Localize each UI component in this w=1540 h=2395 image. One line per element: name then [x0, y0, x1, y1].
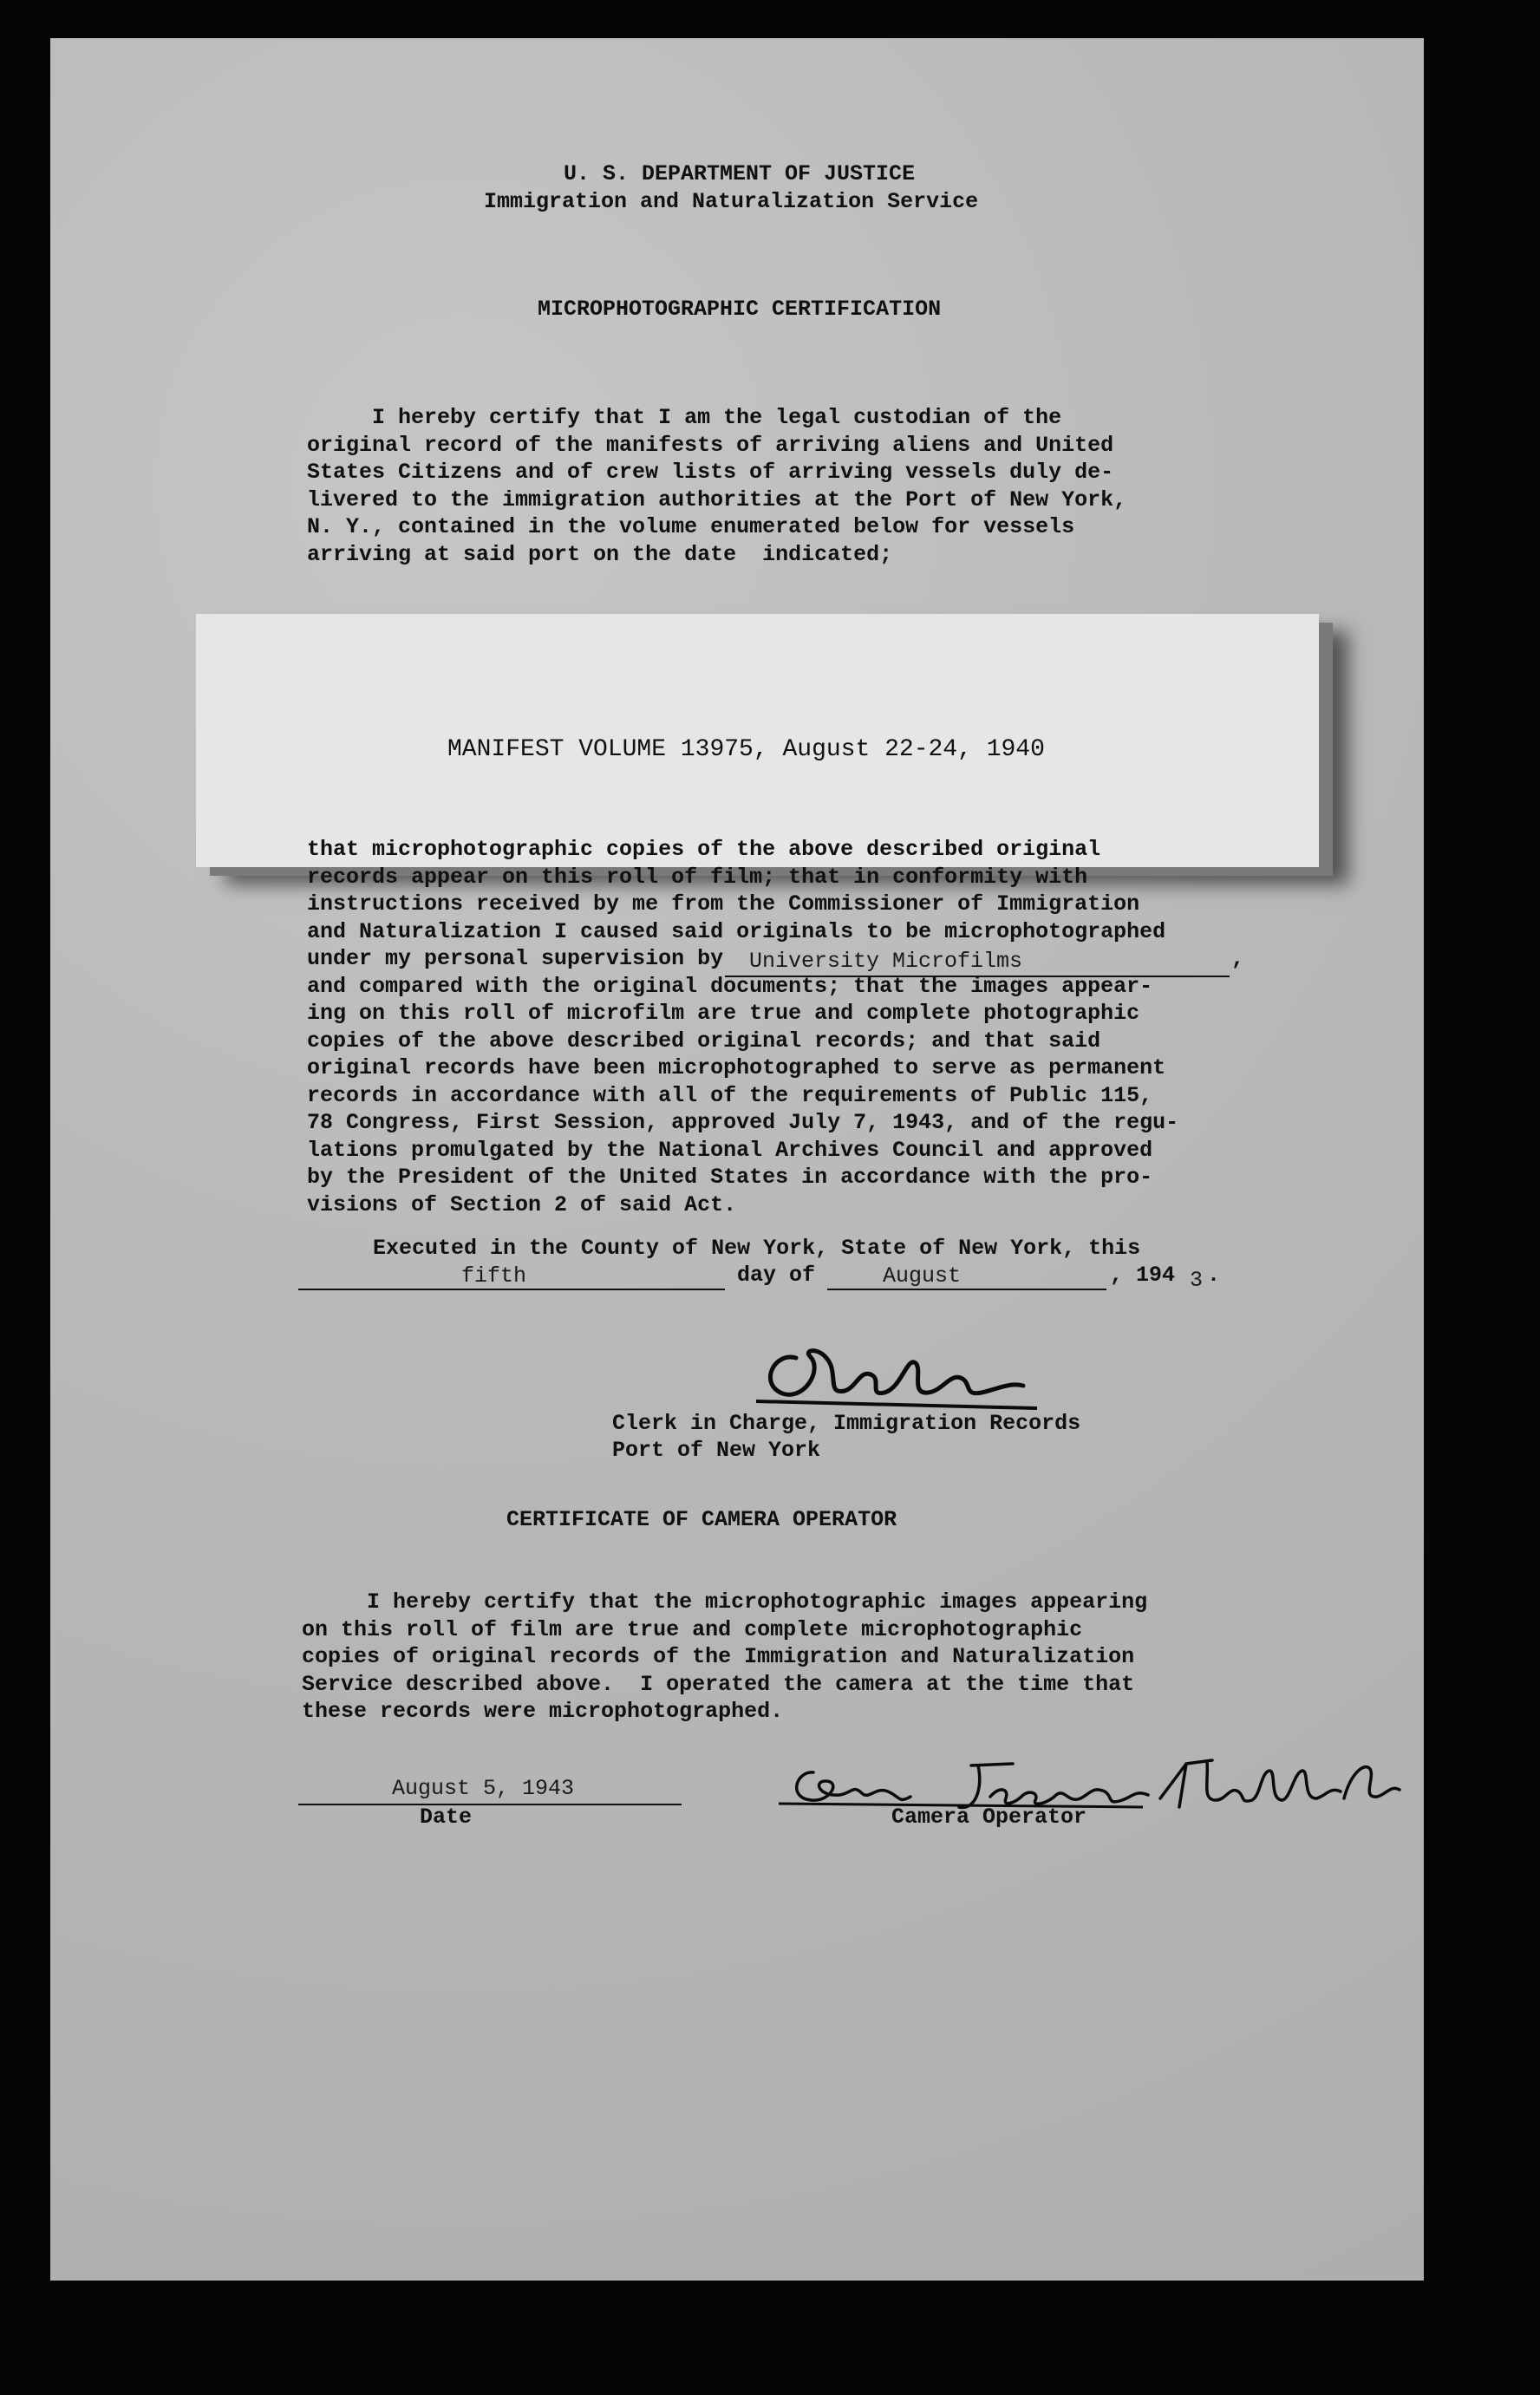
- day-underline: [298, 1289, 725, 1290]
- camera-certificate-title: CERTIFICATE OF CAMERA OPERATOR: [506, 1507, 897, 1532]
- camera-date-value: August 5, 1943: [392, 1776, 575, 1801]
- body-line: that microphotographic copies of the above described original: [307, 837, 1101, 862]
- manifest-volume-text: MANIFEST VOLUME 13975, August 22-24, 1940: [447, 736, 1045, 763]
- camera-cert-line: I hereby certify that the microphotographic images appearing: [302, 1589, 1148, 1615]
- camera-certificate-paragraph: [302, 1589, 1147, 1726]
- camera-cert-line: Service described above. I operated the camera at the time that: [302, 1671, 1135, 1697]
- body-line: under my personal supervision by: [307, 946, 724, 971]
- intro-line: original record of the manifests of arriving aliens and United: [307, 432, 1114, 458]
- intro-line: arriving at said port on the date indicated;: [307, 541, 893, 567]
- intro-line: States Citizens and of crew lists of arriving vessels duly de-: [307, 460, 1114, 485]
- body-line: records in accordance with all of the requirements of Public 115,: [307, 1082, 1153, 1108]
- camera-cert-line: on this roll of film are true and complete microphotographic: [302, 1616, 1083, 1642]
- body-paragraph: [307, 836, 1178, 1218]
- body-line: instructions received by me from the Commissioner of Immigration: [307, 891, 1140, 917]
- month-underline: [827, 1289, 1106, 1290]
- body-line: original records have been microphotographed to serve as permanent: [307, 1055, 1166, 1080]
- body-line: by the President of the United States in accordance with the pro-: [307, 1165, 1153, 1190]
- date-underline: [298, 1804, 682, 1805]
- department-heading: U. S. DEPARTMENT OF JUSTICE: [564, 161, 916, 186]
- body-line: and compared with the original documents; that the images appear-: [307, 973, 1153, 999]
- intro-paragraph: [307, 404, 1126, 568]
- month-value: August: [883, 1263, 962, 1289]
- executed-line: Executed in the County of New York, State of New York, this: [373, 1236, 1141, 1261]
- supervisor-comma: ,: [1231, 946, 1245, 971]
- body-line: records appear on this roll of film; that in conformity with: [307, 864, 1088, 890]
- camera-cert-line: these records were microphotographed.: [302, 1699, 784, 1724]
- supervisor-underline: [725, 976, 1230, 977]
- camera-cert-line: copies of original records of the Immigration and Naturalization: [302, 1644, 1135, 1669]
- body-line: copies of the above described original records; and that said: [307, 1028, 1101, 1054]
- date-label: Date: [420, 1804, 473, 1830]
- camera-operator-label: Camera Operator: [891, 1804, 1087, 1830]
- clerk-port: Port of New York: [612, 1438, 821, 1463]
- camera-operator-signature: [779, 1746, 1403, 1833]
- body-line: lations promulgated by the National Archives Council and approved: [307, 1137, 1153, 1163]
- year-prefix: , 194: [1110, 1263, 1176, 1288]
- day-value: fifth: [461, 1263, 527, 1289]
- body-line: visions of Section 2 of said Act.: [307, 1191, 737, 1217]
- document-page: [50, 38, 1424, 2281]
- clerk-title: Clerk in Charge, Immigration Records: [612, 1411, 1081, 1436]
- intro-line: N. Y., contained in the volume enumerated below for vessels: [307, 514, 1075, 539]
- supervisor-value: University Microfilms: [749, 949, 1023, 974]
- intro-line: livered to the immigration authorities at the Port of New York,: [307, 486, 1127, 512]
- year-period: .: [1207, 1263, 1221, 1288]
- year-suffix: 3: [1190, 1268, 1204, 1293]
- intro-line: I hereby certify that I am the legal custodian of the: [307, 405, 1062, 430]
- certification-title: MICROPHOTOGRAPHIC CERTIFICATION: [538, 297, 942, 322]
- service-heading: Immigration and Naturalization Service: [484, 189, 979, 214]
- body-line: 78 Congress, First Session, approved July 7, 1943, and of the regu-: [307, 1110, 1179, 1135]
- day-of-label: day of: [737, 1263, 816, 1288]
- body-line: ing on this roll of microfilm are true and complete photographic: [307, 1001, 1140, 1026]
- body-line: and Naturalization I caused said originals to be microphotographed: [307, 918, 1166, 944]
- manifest-slip: [196, 614, 1319, 867]
